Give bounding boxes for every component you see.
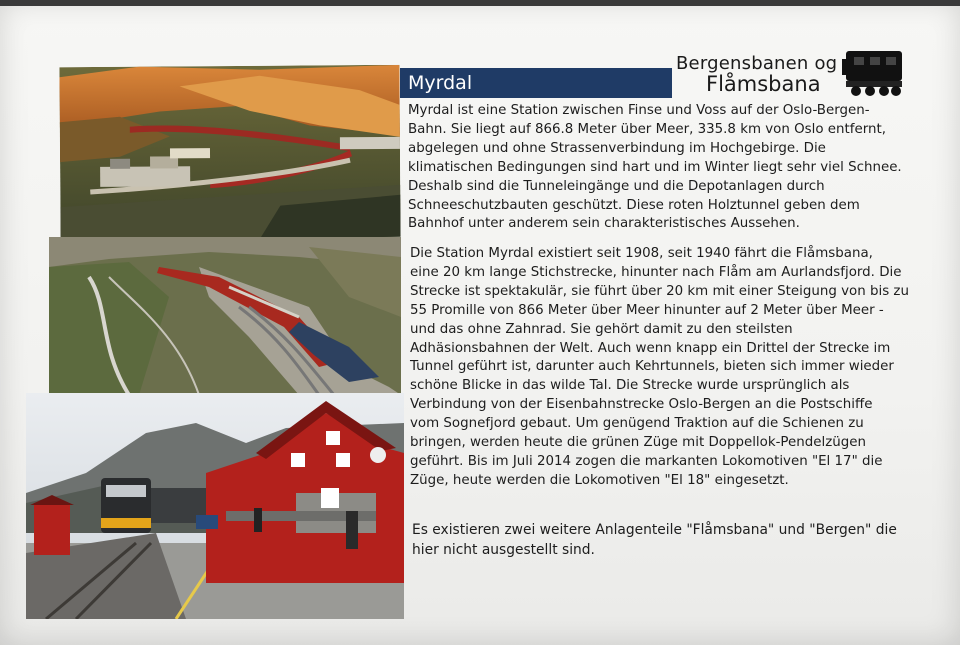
photo-station-building — [26, 393, 404, 619]
photo-snow-sheds — [49, 237, 401, 395]
paragraph-history: Die Station Myrdal existiert seit 1908, seit 1940 fährt die Flåmsbana, eine 20 km lange Stichstrecke, hinunter nach Flåm am Aurlandsfjord. Die Strecke ist spektakulär, sie führt über 20 km mit einer Steigung von bis zu 55 Promille von 866 Meter über Meer hinunter auf 2 Meter über Meer - und das ohne Zahnrad. Sie gehört damit zu den steilsten Adhäsionsbahnen der Welt. Auch wenn knapp ein Drittel der Strecke im Tunnel geführt ist, darunter auch Kehrtunnels, bieten sich immer wieder schöne Blicke in das wilde Tal. Die Strecke wurde ursprünglich als Verbindung von der Eisenbahnstrecke Oslo-Bergen an die Postschiffe vom Sognefjord gebaut. Um genügend Traktion auf die Schienen zu bringen, werden heute die grünen Züge mit Doppellok-Pendelzügen geführt. Bis im Juli 2014 zogen die markanten Lokomotiven "El 17" die Züge, heute werden die Lokomotiven "El 18" eingesetzt. — [410, 246, 909, 488]
paragraph-intro: Myrdal ist eine Station zwischen Finse und Voss auf der Oslo-Bergen- Bahn. Sie liegt auf 866.8 Meter über Meer, 335.8 km von Oslo entfernt, abgelegen und ohne Strassenverbindung im Hochgebirge. Die klimatischen Bedingungen sind hart und im Winter liegt sehr viel Schnee. Deshalb sind die Tunneleingänge und die Depotanlagen durch Schneeschutzbauten geschützt. Diese roten Holztunnel geben dem Bahnhof unter anderem sein charakteristisches Aussehen. — [408, 103, 902, 232]
locomotive-icon — [840, 45, 908, 101]
page-title: Myrdal — [408, 72, 473, 94]
board-edge — [0, 0, 960, 6]
paragraph-note: Es existieren zwei weitere Anlagenteile "Flåmsbana" und "Bergen" die hier nicht ausgestellt sind. — [412, 522, 897, 558]
photo-station-aerial — [59, 65, 400, 239]
logo-text-line2: Flåmsbana — [706, 72, 821, 96]
logo-text-line1: Bergensbanen og — [676, 53, 838, 74]
